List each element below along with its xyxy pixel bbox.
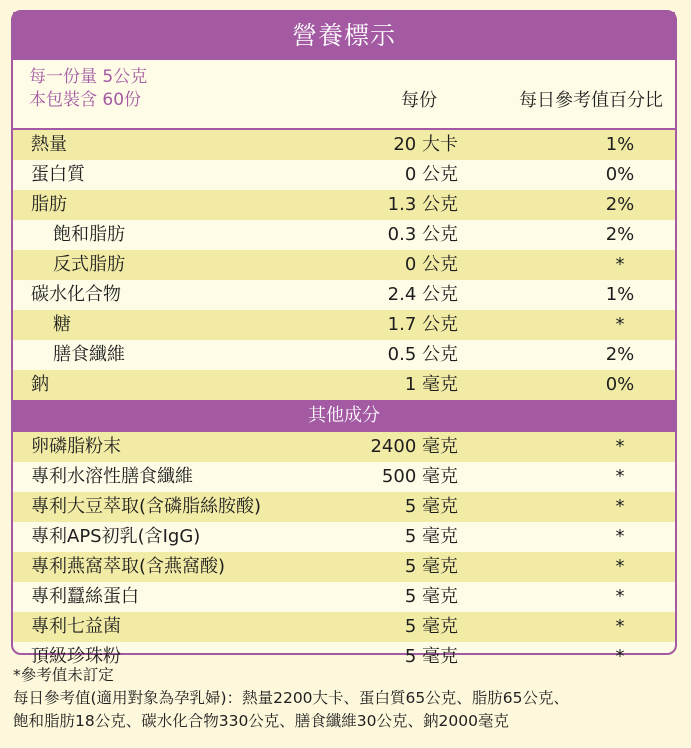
ingredient-dv: * <box>615 646 625 667</box>
ingredient-amount: 2400 毫克 <box>370 436 458 457</box>
ingredient-dv: * <box>615 616 625 637</box>
nutrient-dv: 1% <box>605 134 635 155</box>
footnote <box>13 664 683 733</box>
nutrient-row <box>13 310 675 340</box>
nutrient-row <box>13 340 675 370</box>
ingredient-dv: * <box>615 436 625 457</box>
nutrient-row <box>13 130 675 160</box>
ingredient-name: 專利七益菌 <box>31 616 121 637</box>
ingredient-name: 專利蠶絲蛋白 <box>31 586 139 607</box>
nutrient-amount: 1.7 公克 <box>387 314 458 335</box>
nutrient-amount: 20 大卡 <box>393 134 458 155</box>
nutrient-amount: 0 公克 <box>404 164 458 185</box>
ingredient-dv: * <box>615 496 625 517</box>
ingredient-dv: * <box>615 556 625 577</box>
nutrient-dv: 1% <box>605 284 635 305</box>
nutrition-label-panel <box>11 10 677 667</box>
nutrient-name: 糖 <box>53 314 71 335</box>
nutrient-name: 膳食纖維 <box>53 344 125 365</box>
nutrient-amount: 2.4 公克 <box>387 284 458 305</box>
footnote-reference-line: 每日參考值(適用對象為孕乳婦)：熱量2200大卡、蛋白質65公克、脂肪65公克、 <box>13 689 569 707</box>
daily-value-heading: 每日參考值百分比 <box>519 90 663 111</box>
nutrient-dv: * <box>615 254 625 275</box>
ingredient-row <box>13 492 675 522</box>
footnote-asterisk-note: *參考值未訂定 <box>13 666 114 684</box>
ingredient-amount: 5 毫克 <box>404 526 458 547</box>
ingredient-name: 卵磷脂粉末 <box>31 436 121 457</box>
per-serving-heading: 每份 <box>401 90 437 111</box>
nutrient-amount: 0.3 公克 <box>387 224 458 245</box>
serving-size: 每一份量 5公克 <box>29 67 148 87</box>
nutrient-name: 飽和脂肪 <box>53 224 125 245</box>
nutrient-name: 蛋白質 <box>31 164 85 185</box>
nutrient-name: 熱量 <box>31 134 67 155</box>
nutrient-row <box>13 250 675 280</box>
ingredient-row <box>13 462 675 492</box>
nutrient-row <box>13 280 675 310</box>
ingredient-name: 專利大豆萃取(含磷脂絲胺酸) <box>31 496 262 517</box>
nutrient-dv: 2% <box>605 224 635 245</box>
ingredient-amount: 5 毫克 <box>404 616 458 637</box>
ingredient-dv: * <box>615 586 625 607</box>
footnote-reference-line: 飽和脂肪18公克、碳水化合物330公克、膳食纖維30公克、鈉2000毫克 <box>13 712 509 730</box>
ingredient-dv: * <box>615 526 625 547</box>
ingredient-name: 專利水溶性膳食纖維 <box>31 466 193 487</box>
ingredient-row <box>13 522 675 552</box>
other-ingredients-heading: 其他成分 <box>13 400 675 432</box>
ingredient-amount: 500 毫克 <box>381 466 458 487</box>
nutrient-amount: 0 公克 <box>404 254 458 275</box>
ingredient-name: 專利APS初乳(含IgG) <box>31 526 201 547</box>
ingredient-row <box>13 432 675 462</box>
ingredient-amount: 5 毫克 <box>404 646 458 667</box>
nutrient-dv: 0% <box>605 164 635 185</box>
ingredient-amount: 5 毫克 <box>404 556 458 577</box>
serving-count: 本包裝含 60份 <box>29 90 142 110</box>
ingredient-row <box>13 582 675 612</box>
ingredient-amount: 5 毫克 <box>404 496 458 517</box>
nutrient-name: 碳水化合物 <box>31 284 121 305</box>
nutrient-dv: 2% <box>605 194 635 215</box>
serving-info <box>29 66 147 112</box>
nutrient-amount: 0.5 公克 <box>387 344 458 365</box>
ingredient-name: 頂級珍珠粉 <box>31 646 121 667</box>
nutrient-amount: 1 毫克 <box>404 374 458 395</box>
ingredient-name: 專利燕窩萃取(含燕窩酸) <box>31 556 226 577</box>
ingredient-amount: 5 毫克 <box>404 586 458 607</box>
nutrient-amount: 1.3 公克 <box>387 194 458 215</box>
ingredient-row <box>13 612 675 642</box>
label-header <box>13 60 675 130</box>
nutrient-row <box>13 370 675 400</box>
nutrient-name: 反式脂肪 <box>53 254 125 275</box>
nutrient-dv: 0% <box>605 374 635 395</box>
nutrient-table <box>13 130 675 672</box>
ingredient-row <box>13 552 675 582</box>
nutrient-dv: 2% <box>605 344 635 365</box>
nutrient-name: 脂肪 <box>31 194 67 215</box>
nutrient-row <box>13 160 675 190</box>
nutrition-title: 營養標示 <box>13 12 675 60</box>
nutrient-row <box>13 220 675 250</box>
nutrient-row <box>13 190 675 220</box>
nutrient-name: 鈉 <box>31 374 49 395</box>
nutrient-dv: * <box>615 314 625 335</box>
ingredient-dv: * <box>615 466 625 487</box>
